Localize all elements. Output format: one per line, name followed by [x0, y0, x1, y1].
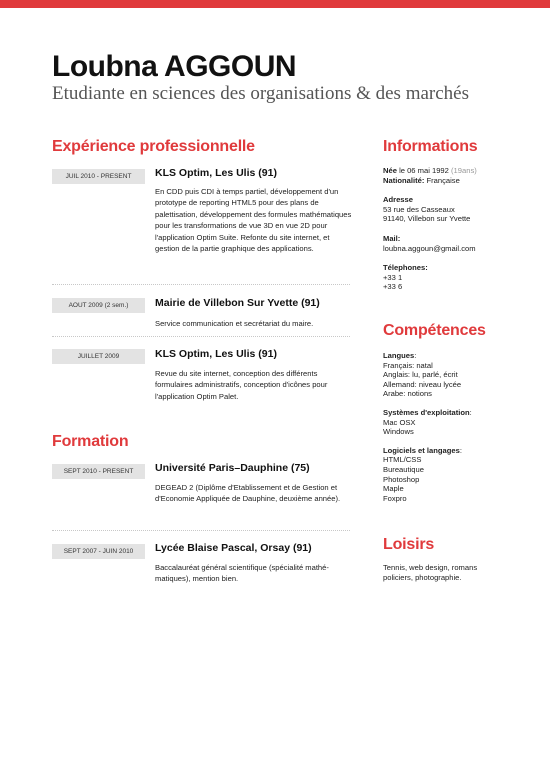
software-item: Photoshop: [383, 474, 420, 484]
education-section-title: Formation: [52, 433, 129, 450]
loisirs-block: [383, 563, 523, 582]
education-date-1: SEPT 2010 - PRESENT: [52, 464, 145, 479]
informations-section-title: Informations: [383, 138, 478, 155]
experience-description-1: En CDD puis CDI à temps partiel, développement d'un prototype de reporting HTML5 pour des plans de palettisation, développement des formules mathématiques pour les transformations de vue 3D en vue 2D pour l'application Optim Suite. Refonte du site internet, et gestion de la partie graphique des applications.: [155, 187, 352, 254]
experience-date-2: AOUT 2009 (2 sem.): [52, 298, 145, 313]
education-title-1: Université Paris–Dauphine (75): [155, 462, 310, 474]
education-date-2: SEPT 2007 - JUIN 2010: [52, 544, 145, 559]
competences-block: Langues: Français: natal Anglais: lu, parlé, écrit Allemand: niveau lycée Arabe: notions Systèmes d'exploitation: Mac OSX Windows Logiciels et langages: HTML/CSS Bureautique Photoshop Maple Foxpro: [383, 351, 523, 503]
age-value: (19ans): [451, 166, 477, 175]
software-item: Bureautique: [383, 464, 424, 474]
mail-label: Mail: [383, 233, 398, 243]
experience-title-3: KLS Optim, Les Ulis (91): [155, 348, 277, 360]
experience-section-title: Expérience professionnelle: [52, 138, 255, 155]
os-label: Systèmes d'exploitation: [383, 407, 470, 417]
divider: [52, 530, 350, 531]
birth-label: Née: [383, 166, 397, 175]
software-label: Logiciels et langages: [383, 445, 460, 455]
education-title-2: Lycée Blaise Pascal, Orsay (91): [155, 542, 312, 554]
education-description-1: DEGEAD 2 (Diplôme d'Etablissement et de Gestion et d'Economie Appliquée de Dauphine, deuxième année).: [155, 483, 341, 504]
candidate-name: Loubna AGGOUN: [52, 50, 297, 83]
loisirs-line-2: policiers, photographie.: [383, 572, 462, 582]
language-item: Arabe: notions: [383, 389, 432, 399]
phone-1: +33 1: [383, 272, 403, 282]
phone-2: +33 6: [383, 282, 403, 292]
loisirs-line-1: Tennis, web design, romans: [383, 563, 478, 572]
language-item: Français: natal: [383, 360, 433, 370]
divider: [52, 336, 350, 337]
top-accent-bar: [0, 0, 550, 8]
experience-date-3: JUILLET 2009: [52, 349, 145, 364]
competences-section-title: Compétences: [383, 322, 486, 339]
address-line-1: 53 rue des Casseaux: [383, 204, 455, 214]
birth-value: le 06 mai 1992: [399, 166, 449, 175]
phone-label: Télephones: [383, 263, 426, 273]
divider: [52, 284, 350, 285]
os-item: Windows: [383, 427, 414, 437]
experience-description-2: Service communication et secrétariat du maire.: [155, 319, 314, 328]
informations-block: Née le 06 mai 1992 (19ans) Nationalité: Française Adresse 53 rue des Casseaux 91140, Villebon sur Yvette Mail: loubna.aggoun@gmail.com Télephones: +33 1 +33 6: [383, 166, 523, 292]
experience-title-2: Mairie de Villebon Sur Yvette (91): [155, 297, 320, 309]
nationality-label: Nationalité:: [383, 175, 425, 185]
language-item: Allemand: niveau lycée: [383, 379, 462, 389]
loisirs-section-title: Loisirs: [383, 536, 435, 553]
os-item: Mac OSX: [383, 417, 416, 427]
experience-date-1: JUIL 2010 - PRESENT: [52, 169, 145, 184]
software-item: HTML/CSS: [383, 455, 422, 465]
candidate-subtitle: Etudiante en sciences des organisations & des marchés: [52, 83, 469, 104]
nationality-value: Française: [426, 175, 460, 185]
education-description-2: Baccalauréat général scientifique (spécialité mathé- matiques), mention bien.: [155, 563, 329, 584]
address-line-2: 91140, Villebon sur Yvette: [383, 214, 471, 224]
languages-label: Langues: [383, 351, 415, 360]
mail-value[interactable]: loubna.aggoun@gmail.com: [383, 243, 476, 253]
address-label: Adresse: [383, 195, 413, 205]
software-item: Maple: [383, 484, 404, 494]
language-item: Anglais: lu, parlé, écrit: [383, 370, 458, 380]
software-item: Foxpro: [383, 493, 407, 503]
experience-title-1: KLS Optim, Les Ulis (91): [155, 167, 277, 179]
experience-description-3: Revue du site internet, conception des différents formulaires administratifs, conception d'icônes pour l'application Optim Palet.: [155, 369, 328, 401]
